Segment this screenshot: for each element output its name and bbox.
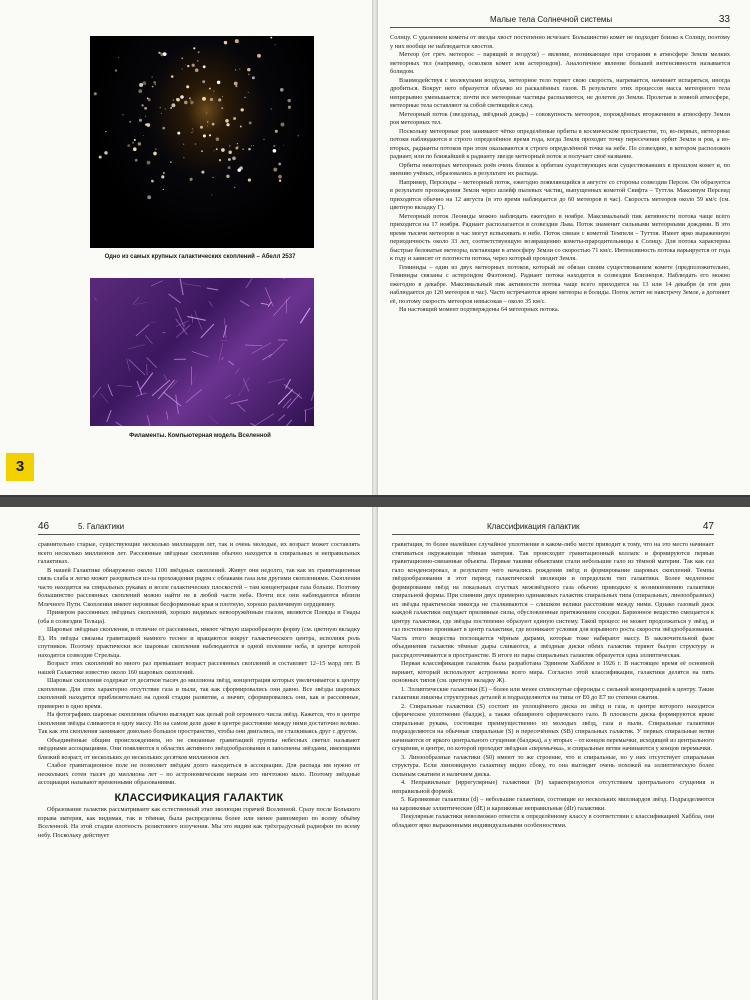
insert-badge: 3 bbox=[6, 453, 34, 481]
paragraph: В нашей Галактике обнаружено около 1100 звёздных скоплений. Живут они недолго, так как их гравитационная связь слаба и легко может разорваться из-за прохождения рядом с облаками газа или другими скоплениями. Скопления часто находятся на спиральных рукавах и возле галактических плоскостей – там концентрация газа больше. Поэтому большинство рассеянных скоплений можно найти не в любой части неба. Почти все они наблюдаются вблизи Млечного Пути. Скопления имеют неровные бесформенные края и плотную, хорошо различимую сердцевину. bbox=[38, 566, 360, 608]
star-dot bbox=[187, 87, 189, 89]
paragraph: 3. Линзообразные галактики (S0) имеют то же строение, что и спиральные, но у них отсутствует спиральная структура. Если линзовидную галактику видно сбоку, то она выглядит очень похожей на эллиптическую более сильным сжатием и наличием диска. bbox=[392, 753, 714, 778]
star-dot bbox=[183, 144, 184, 145]
star-dot bbox=[278, 175, 282, 179]
star-dot bbox=[248, 92, 249, 93]
filament-web bbox=[90, 278, 314, 426]
page-number: 46 bbox=[38, 521, 50, 532]
filament-strand bbox=[169, 294, 181, 303]
filament-strand bbox=[188, 374, 197, 393]
star-field bbox=[90, 36, 314, 248]
star-dot bbox=[221, 148, 225, 152]
star-dot bbox=[225, 119, 229, 123]
filament-strand bbox=[108, 384, 113, 396]
star-dot bbox=[239, 69, 240, 70]
star-dot bbox=[244, 97, 245, 98]
bottom-spread bbox=[0, 507, 750, 1000]
star-dot bbox=[212, 123, 215, 126]
filament-strand bbox=[163, 392, 181, 406]
filament-strand bbox=[273, 297, 290, 316]
star-dot bbox=[189, 97, 191, 99]
filament-strand bbox=[209, 301, 213, 306]
star-dot bbox=[228, 166, 231, 169]
star-dot bbox=[270, 37, 272, 39]
filament-strand bbox=[201, 324, 214, 338]
star-dot bbox=[182, 68, 183, 69]
star-dot bbox=[248, 148, 251, 151]
body-text bbox=[38, 541, 360, 840]
star-dot bbox=[170, 161, 172, 163]
filament-strand bbox=[187, 317, 206, 321]
filament-strand bbox=[283, 399, 291, 408]
filament-strand bbox=[186, 390, 202, 403]
star-dot bbox=[283, 145, 284, 146]
filament-strand bbox=[192, 351, 209, 357]
star-dot bbox=[217, 81, 220, 84]
star-dot bbox=[195, 143, 197, 145]
filament-strand bbox=[100, 394, 108, 403]
star-dot bbox=[153, 81, 156, 84]
body-text bbox=[390, 34, 730, 315]
star-dot bbox=[222, 96, 223, 97]
star-dot bbox=[146, 123, 150, 127]
filament-strand bbox=[208, 415, 218, 424]
filament-strand bbox=[268, 302, 271, 307]
star-dot bbox=[207, 121, 208, 122]
filament-strand bbox=[278, 415, 285, 421]
paragraph: 1. Эллиптические галактики (E) – более или менее сплюснутые сфероиды с сильной концентрацией к центру. Такие галактики лишены структурных деталей и подразделяются на типы от E0 до E7 по степени сжатия. bbox=[392, 685, 714, 701]
star-dot bbox=[234, 82, 238, 86]
star-dot bbox=[248, 74, 250, 76]
star-dot bbox=[155, 148, 156, 149]
star-dot bbox=[219, 159, 221, 161]
star-dot bbox=[253, 145, 254, 146]
star-dot bbox=[160, 107, 161, 108]
paragraph: сравнительно старые, существующие несколько миллиардов лет, так и очень молодые, их возраст может составлять всего несколько миллионов лет. Рассеянные звёздные скопления обычно находятся в спиральных и неправильных галактиках. bbox=[38, 541, 360, 565]
filament-strand bbox=[246, 278, 252, 288]
paragraph: Взаимодействуя с молекулами воздуха, метеорное тело теряет свою скорость, нагревается, начинает испаряться, иногда дробиться. Вокруг него образуется облачко из раскалённых газов. В результате этих процессов масса метеорного тела непрерывно уменьшается; почти все метеорные частицы распыляются, не долетев до Земли. Пролетая в земной атмосфере, метеорные тела оставляют за собой светящийся след. bbox=[390, 76, 730, 109]
star-dot bbox=[280, 88, 284, 92]
filament-strand bbox=[107, 410, 111, 422]
star-dot bbox=[132, 142, 134, 144]
paragraph: Первая классификация галактик была разработана Эдвином Хабблом в 1926 г. В настоящее время её основной вариант, который используют астрономы всего мира. Согласно этой классификации, галактики делятся на пять основных типов (см. цветную вкладку Ж). bbox=[392, 660, 714, 684]
star-dot bbox=[228, 158, 231, 161]
paragraph: На настоящий момент подтверждены 64 метеорных потока. bbox=[399, 306, 560, 313]
filament-strand bbox=[180, 278, 183, 295]
paragraph: Метеор (от греч. метеорос – парящий в воздухе) – явление, возникающее при сгорании в атмосфере Земли мелких метеорных тел (например, осколков комет или астероидов). Аналогичное явление большей интенсивности называется болидом. bbox=[390, 51, 730, 75]
filament-strand bbox=[251, 423, 270, 426]
filament-strand bbox=[243, 379, 249, 392]
star-dot bbox=[177, 132, 180, 135]
star-dot bbox=[298, 135, 299, 136]
star-dot bbox=[238, 146, 239, 147]
filament-strand bbox=[167, 411, 169, 419]
star-dot bbox=[153, 152, 157, 156]
star-dot bbox=[249, 121, 252, 124]
paragraph: Объединённые общим происхождением, но не связанные гравитацией группы небесных светил называют звёздными ассоциациями. Они появляются в областях активного звёздообразования и заполнены звёздами, имеющими близкий возраст, от нескольких до нескольких десятков миллионов лет. bbox=[38, 736, 360, 761]
paragraph: Образование галактик рассматривают как естественный этап эволюции горячей Вселенной. Сразу после Большого взрыва материя, как видимая, так и тёмная, была распределена более или менее равномерно по всему объёму Вселенной. На этой стадии плотность реликтового излучения. Мы это видим как трёхградусный радиофон по всему небу. Поскольку действует bbox=[38, 806, 360, 839]
star-dot bbox=[104, 151, 107, 154]
star-dot bbox=[240, 126, 242, 128]
star-dot bbox=[287, 99, 290, 102]
star-dot bbox=[138, 89, 142, 93]
filament-strand bbox=[140, 373, 153, 390]
star-dot bbox=[275, 130, 278, 133]
body-text bbox=[392, 541, 714, 830]
star-dot bbox=[202, 97, 206, 101]
star-dot bbox=[187, 65, 189, 67]
filament-strand bbox=[268, 379, 285, 383]
star-dot bbox=[170, 107, 172, 109]
paragraph: На фотографиях шаровые скопления обычно выглядят как целый рой огромного числа звёзд. Кажется, что в центре скопления звёзды сливаются в одну массу. Но на самом деле даже в центре расстояние между ними достаточно велико. Так как эти скопления занимают довольно большое пространство, чтобы они двигались, не сталкиваясь друг с другом. bbox=[38, 711, 360, 735]
star-dot bbox=[251, 145, 252, 146]
filament-strand bbox=[263, 354, 272, 360]
star-dot bbox=[191, 132, 192, 133]
running-header bbox=[392, 521, 714, 535]
star-dot bbox=[155, 84, 156, 85]
star-dot bbox=[257, 54, 261, 58]
paragraph: Например, Персеиды – метеорный поток, ежегодно появляющийся в августе со стороны созвездия Персея. Он образуется в результате прохождения Земли через шлейф пылевых частиц, выпущенных кометой Свифта – Туттля. Максимум Персеид приходится обычно на 12 августа (в это время наблюдается до 60 метеоров в час). Скорость метеоров около 59 км/с (см. цветную вкладку Г). bbox=[390, 178, 730, 211]
star-dot bbox=[151, 180, 154, 183]
star-dot bbox=[138, 142, 142, 146]
page-33 bbox=[378, 0, 750, 495]
star-dot bbox=[129, 121, 131, 123]
paragraph: Метеорный поток Леониды можно наблюдать ежегодно в ноябре. Максимальный пик активности потока чаще всего приходится на 17 ноября. Радиант располагается в созвездии Льва. Поток знаменит сильными метеорными дождями. В это время тысячи метеоров в час могут вспыхивать в небе. Поток связан с кометой Темпеля – Туттля. Имеет ярко выраженную периодичность около 33 лет, соответствующую возвращению кометы-прародительницы к Солнцу. Для потока характерны быстрые беловатые метеоры, влетающие в атмосферу Земли со скоростью 71 км/с. Интенсивность потока варьируется от года к году и зависит от плотности потока, через который проходит Земля. bbox=[390, 212, 730, 262]
filament-strand bbox=[225, 395, 231, 399]
star-dot bbox=[139, 119, 142, 122]
star-dot bbox=[185, 64, 186, 65]
star-dot bbox=[252, 76, 255, 79]
star-dot bbox=[226, 175, 229, 178]
star-dot bbox=[235, 147, 238, 150]
filament-strand bbox=[240, 301, 249, 307]
filament-strand bbox=[145, 335, 152, 344]
header-title: Малые тела Солнечной системы bbox=[490, 15, 613, 24]
star-dot bbox=[198, 51, 200, 53]
running-header bbox=[38, 521, 360, 535]
star-dot bbox=[207, 125, 208, 126]
star-dot bbox=[203, 65, 206, 68]
page-47 bbox=[378, 507, 750, 1000]
star-dot bbox=[184, 101, 188, 105]
filament-strand bbox=[311, 385, 314, 401]
star-dot bbox=[235, 69, 236, 70]
paragraph: Примером рассеянных звёздных скоплений, хорошо видимых невооружённым глазом, являются Плеяды и Гиады (оба в созвездии Тельца). bbox=[38, 609, 360, 625]
star-dot bbox=[143, 135, 144, 136]
star-dot bbox=[237, 143, 238, 144]
star-dot bbox=[115, 69, 117, 71]
star-dot bbox=[216, 137, 220, 141]
star-dot bbox=[135, 159, 138, 162]
star-dot bbox=[288, 106, 291, 109]
filament-strand bbox=[280, 420, 292, 426]
star-dot bbox=[213, 90, 214, 91]
star-dot bbox=[221, 107, 223, 109]
filament-strand bbox=[245, 345, 262, 346]
star-dot bbox=[242, 149, 243, 150]
star-dot bbox=[203, 134, 206, 137]
paragraph: 5. Карликовые галактики (d) – небольшие галактики, состоящие из нескольких миллиардов звёзд. Подразделяются на карликовые эллиптические (dE) и карликовые неправильные (dIr) галактики. bbox=[392, 796, 714, 812]
filament-strand bbox=[147, 415, 151, 426]
star-dot bbox=[158, 52, 160, 54]
page-left-images bbox=[0, 0, 372, 495]
filament-strand bbox=[136, 324, 149, 336]
filament-strand bbox=[195, 311, 202, 330]
star-dot bbox=[173, 99, 174, 100]
star-dot bbox=[152, 86, 154, 88]
star-dot bbox=[190, 101, 193, 104]
star-dot bbox=[248, 179, 251, 182]
filament-strand bbox=[183, 284, 201, 287]
star-dot bbox=[192, 128, 193, 129]
filament-strand bbox=[238, 404, 246, 412]
star-dot bbox=[197, 60, 199, 62]
star-dot bbox=[165, 109, 166, 110]
star-dot bbox=[279, 180, 281, 182]
filament-strand bbox=[133, 297, 139, 305]
star-dot bbox=[161, 113, 162, 114]
star-dot bbox=[226, 123, 229, 126]
star-dot bbox=[171, 75, 174, 78]
star-dot bbox=[218, 98, 221, 101]
filament-strand bbox=[164, 374, 167, 380]
star-dot bbox=[180, 95, 184, 99]
star-dot bbox=[145, 116, 146, 117]
page-number: 47 bbox=[702, 521, 714, 532]
star-dot bbox=[247, 68, 251, 72]
paragraph: Солнцу. С удалением кометы от звезды хвост постепенно исчезает. Большинство комет не подходят близко к Солнцу, поэтому у них вообще не наблюдается хвостов. bbox=[390, 34, 730, 50]
filament-strand bbox=[300, 308, 310, 323]
filament-strand bbox=[192, 315, 193, 323]
star-dot bbox=[202, 80, 205, 83]
paragraph: Орбиты некоторых метеорных роёв очень близки к орбитам существующих или существовавших в прошлом комет и, по мнению учёных, образовались в результате их распада. bbox=[390, 161, 730, 177]
star-dot bbox=[183, 157, 184, 158]
paragraph: Слабое гравитационное поле не позволяет звёздам долго находиться в ассоциации. Для распада им нужно от нескольких сотен тысяч до миллиона лет – по астрономическим меркам это ничтожно мало. Поэтому звёздные ассоциации называют временными образованиями. bbox=[38, 762, 360, 786]
star-dot bbox=[147, 161, 151, 165]
filament-strand bbox=[117, 386, 132, 387]
paragraph: Метеорный поток (звездопад, звёздный дождь) – совокупность метеоров, порождённых вторжением в атмосферу Земли роя метеорных тел. bbox=[390, 110, 730, 126]
star-dot bbox=[237, 168, 241, 172]
star-dot bbox=[209, 134, 211, 136]
star-dot bbox=[195, 68, 199, 72]
star-dot bbox=[142, 81, 146, 85]
star-dot bbox=[233, 117, 236, 120]
paragraph: гравитация, то более малейшее случайное уплотнение в каком-либо месте приводит к тому, что на это место начинает стягиваться окружающая тёмная материя. Так происходит гравитационный коллапс и формируются первые гравитационно-связанные объекты. Первые такими объектами стали небольшие гало из тёмной материи. Так как газ гало конденсировал, в результате чего начались рождения звёзд и формирование шаровых скоплений. Темпы звёздообразования в этот период галактической эволюции и определили тип галактики. Более медленное формирование звёзд на локальных сгустках межзвёздного газа обычно приводило к возникновению галактики спиральной формы. При слиянии двух примерно одинаковых галактик спиральных типа (спиральных, линзообразных) их звёзды практически никогда не сталкиваются – слишком велики расстояния между ними. Однако газовый диск каждой галактики ощущает приливные силы, обусловленные притяжением соседки. Барионное вещество смещается к центру галактики, где звёзды постепенно образуют единую систему. Такой процесс не может продолжаться у звёзд, и газ постепенно проникает в центр галактики, где возникают условия для взрывного роста скорости звёздообразования. Часть этого вещества поглощается чёрным дырами, которые тоже набирают массу. В заключительной фазе объединения галактик тёмные дыры сливаются, а звёздные диски обеих галактик теряют былую структуру и рассредоточиваются в пространстве. В итоге из пары спиральных галактик образуется одна эллиптическая. bbox=[392, 541, 714, 659]
paragraph: 4. Неправильные (иррегулярные) галактики (Ir) характеризуются отсутствием центрального сгущения и неправильной формой. bbox=[392, 779, 714, 795]
star-dot bbox=[181, 57, 183, 59]
filament-strand bbox=[147, 358, 157, 368]
filament-strand bbox=[265, 287, 273, 306]
caption-filaments: Филаменты. Компьютерная модель Вселенной bbox=[129, 433, 271, 439]
star-dot bbox=[224, 41, 227, 44]
star-dot bbox=[147, 195, 151, 199]
filament-strand bbox=[284, 384, 302, 398]
star-dot bbox=[99, 156, 102, 159]
star-dot bbox=[190, 178, 193, 181]
filament-strand bbox=[134, 302, 147, 304]
filament-strand bbox=[231, 400, 248, 404]
paragraph: Шаровые звёздные скопления, в отличие от рассеянных, имеют чёткую шарообразную форму (см. цветную вкладку Е). Их звёзды связаны гравитацией намного теснее и вращаются вокруг галактического центра, исполняя роль спутников. Поэтому практически все шаровые скопления наблюдаются в одной половине неба, в центре которой находится созвездие Стрельца. bbox=[38, 626, 360, 659]
star-dot bbox=[147, 97, 149, 99]
paragraph: Геминиды – один из двух метеорных потоков, который не обязан своим существованием комете (предположительно, Геминиды связаны с астероидом Фаэтоном). Радиант потока находится в созвездии Близнецов. Наблюдать его можно ежегодно в декабре. Максимальный пик активности потока чаще всего приходится на 13 или 14 декабря (в эти дни наблюдается до 120 метеоров в час). Часто встречаются яркие метеоры и болиды. Поток летит не навстречу Земле, а догоняет её, поэтому скорость метеоров невысокая – около 35 км/с. bbox=[390, 263, 730, 305]
filament-strand bbox=[222, 357, 224, 360]
filament-strand bbox=[254, 414, 274, 426]
star-dot bbox=[275, 44, 276, 45]
star-dot bbox=[278, 163, 281, 166]
filament-strand bbox=[278, 389, 293, 404]
star-dot bbox=[234, 187, 235, 188]
paragraph: Пекулярные галактики невозможно отнести к определённому классу в соответствии с классификацией Хаббла, они обладают ярко выраженными индивидуальными особенностями. bbox=[392, 813, 714, 829]
star-dot bbox=[273, 168, 277, 172]
paragraph: Шаровые скопления содержат от десятков тысяч до миллиона звёзд, концентрация которых увеличивается к центру скопления. Для этих характерно отсутствие газа и пыли, так как сформировались они давно. Все звёзды шаровых скоплений находятся приблизительно на одной стадии развития, а значит, сформировались они, как и рассеянные, примерно в одно время. bbox=[38, 677, 360, 710]
star-dot bbox=[176, 98, 179, 101]
star-dot bbox=[163, 189, 164, 190]
star-dot bbox=[133, 147, 137, 151]
star-dot bbox=[235, 39, 239, 43]
filament-strand bbox=[252, 343, 271, 354]
star-dot bbox=[134, 139, 136, 141]
star-dot bbox=[190, 100, 191, 101]
filament-strand bbox=[228, 361, 233, 365]
paragraph: Возраст этих скоплений во много раз превышает возраст рассеянных скоплений и составляет 12–15 млрд лет. В нашей Галактике известно около 160 шаровых скоплений. bbox=[38, 660, 360, 676]
star-dot bbox=[141, 104, 143, 106]
star-dot bbox=[193, 130, 194, 131]
section-heading: КЛАССИФИКАЦИЯ ГАЛАКТИК bbox=[114, 791, 284, 804]
star-dot bbox=[229, 145, 230, 146]
star-dot bbox=[214, 150, 215, 151]
filament-strand bbox=[151, 281, 163, 286]
filament-strand bbox=[93, 387, 101, 398]
top-spread bbox=[0, 0, 750, 497]
star-dot bbox=[118, 57, 119, 58]
star-dot bbox=[209, 88, 211, 90]
star-dot bbox=[216, 148, 218, 150]
filament-strand bbox=[116, 422, 135, 426]
star-dot bbox=[241, 108, 244, 111]
star-dot bbox=[206, 113, 207, 114]
star-dot bbox=[163, 172, 165, 174]
star-dot bbox=[163, 52, 167, 56]
star-dot bbox=[171, 103, 175, 107]
star-dot bbox=[271, 108, 272, 109]
star-dot bbox=[94, 92, 97, 95]
paragraph: Поскольку метеорные рои занимают чётко определённые орбиты в космическом пространстве, то, во-первых, метеорные потоки наблюдаются в строго определённое время года, когда Земля проходит точку пересечения орбит Земли и роя, а во-вторых, радианты потоков при этом оказываются в строго определённой точке на небе. По созвездию, в котором расположен радиант, или по ближайшей к радианту звезде метеорный поток и получает своё название. bbox=[390, 127, 730, 160]
star-dot bbox=[273, 149, 277, 153]
filament-strand bbox=[207, 288, 219, 290]
star-dot bbox=[162, 127, 165, 130]
filament-strand bbox=[261, 303, 268, 304]
filament-strand bbox=[150, 322, 156, 323]
star-dot bbox=[201, 171, 204, 174]
filaments-model-image bbox=[90, 278, 314, 426]
star-dot bbox=[232, 156, 236, 160]
star-dot bbox=[193, 47, 195, 49]
header-title: 5. Галактики bbox=[78, 522, 125, 531]
star-dot bbox=[281, 123, 285, 127]
star-dot bbox=[210, 98, 213, 101]
star-dot bbox=[263, 139, 264, 140]
star-dot bbox=[201, 150, 203, 152]
page-46 bbox=[0, 507, 372, 1000]
star-dot bbox=[273, 145, 275, 147]
star-dot bbox=[122, 114, 123, 115]
star-dot bbox=[105, 131, 106, 132]
star-dot bbox=[235, 85, 237, 87]
star-dot bbox=[228, 150, 232, 154]
running-header bbox=[390, 14, 730, 28]
star-dot bbox=[211, 194, 212, 195]
star-dot bbox=[192, 64, 195, 67]
star-dot bbox=[161, 175, 164, 178]
star-dot bbox=[200, 126, 203, 129]
caption-galaxy-cluster: Одно из самых крупных галактических скоплений – Абелл 2537 bbox=[104, 254, 296, 260]
page-number: 33 bbox=[718, 14, 730, 25]
filament-strand bbox=[128, 345, 145, 350]
filament-strand bbox=[176, 325, 190, 338]
galaxy-cluster-photo bbox=[90, 36, 314, 248]
paragraph: 2. Спиральные галактики (S) состоят из уплощённого диска из звёзд и газа, в центре которого находится сферическое уплотнение (балдж), а также обширного сферического гало. В плоскости диска формируются яркие спиральные рукава, состоящие преимущественно из молодых звёзд, газа и пыли. Спиральные галактики подразделяются на обычные спиральные (S) и пересечённых (SB) спиральных галактик. У первых спиральные ветви начинаются от яркого центрального сгущения (балджа), а у вторых – от концов перемычки, исходящей из центрального сгущения, в центре, по которой проходит звёздная «перемычка», и спиральные ветви начинаются у концов перемычки. bbox=[392, 702, 714, 752]
star-dot bbox=[212, 177, 213, 178]
filament-strand bbox=[269, 343, 285, 358]
filament-strand bbox=[94, 297, 96, 301]
filament-strand bbox=[129, 360, 145, 375]
filament-strand bbox=[235, 368, 240, 374]
star-dot bbox=[144, 107, 147, 110]
star-dot bbox=[127, 144, 130, 147]
star-dot bbox=[152, 76, 153, 77]
header-title: Классификация галактик bbox=[487, 522, 580, 531]
